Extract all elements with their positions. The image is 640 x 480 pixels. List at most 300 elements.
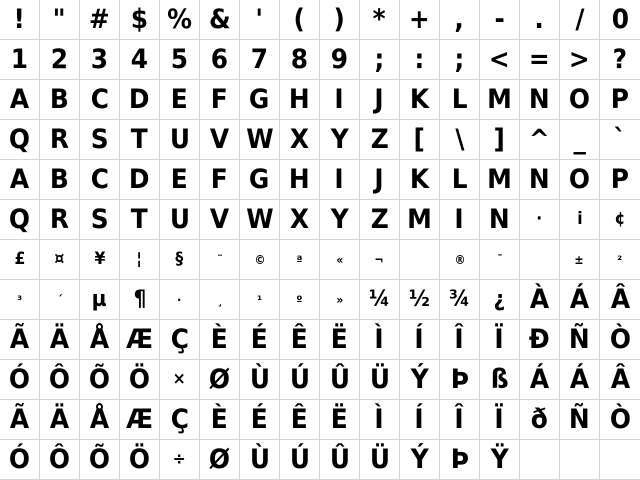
char-glyph: H <box>289 84 310 115</box>
char-cell[interactable] <box>440 0 480 40</box>
char-glyph: F <box>211 164 228 195</box>
char-cell[interactable] <box>320 0 360 40</box>
char-cell[interactable] <box>360 40 400 80</box>
char-glyph: F <box>211 84 228 115</box>
char-cell[interactable] <box>560 160 600 200</box>
char-glyph: Þ <box>450 444 469 475</box>
char-glyph: V <box>209 204 230 235</box>
char-glyph: É <box>251 324 268 355</box>
char-glyph: W <box>245 124 274 155</box>
char-cell[interactable] <box>120 200 160 240</box>
char-cell[interactable] <box>120 240 160 280</box>
char-glyph: ¯ <box>496 252 503 267</box>
char-cell[interactable] <box>600 240 640 280</box>
char-cell[interactable] <box>400 40 440 80</box>
char-cell[interactable] <box>0 280 40 320</box>
char-glyph: Ö <box>128 364 151 395</box>
char-glyph: « <box>335 252 344 267</box>
char-cell[interactable] <box>520 40 560 80</box>
char-cell[interactable] <box>560 440 600 480</box>
char-cell[interactable] <box>320 80 360 120</box>
char-cell[interactable] <box>480 40 520 80</box>
char-cell[interactable] <box>200 240 240 280</box>
char-cell[interactable] <box>360 360 400 400</box>
char-cell[interactable] <box>600 80 640 120</box>
char-cell[interactable] <box>240 160 280 200</box>
char-glyph: ' <box>255 4 264 35</box>
char-glyph: * <box>373 4 386 35</box>
char-cell[interactable] <box>400 200 440 240</box>
char-cell[interactable] <box>160 320 200 360</box>
char-cell[interactable] <box>40 280 80 320</box>
char-cell[interactable] <box>240 400 280 440</box>
char-cell[interactable] <box>200 160 240 200</box>
char-cell[interactable] <box>200 0 240 40</box>
char-glyph: Á <box>529 364 550 395</box>
char-glyph: · <box>536 209 543 229</box>
char-cell[interactable] <box>120 40 160 80</box>
char-cell[interactable] <box>520 160 560 200</box>
char-cell[interactable] <box>240 80 280 120</box>
char-glyph: M <box>487 164 512 195</box>
char-cell[interactable] <box>480 120 520 160</box>
char-cell[interactable] <box>80 240 120 280</box>
char-cell[interactable] <box>200 360 240 400</box>
char-cell[interactable] <box>440 160 480 200</box>
char-glyph: Z <box>370 204 389 235</box>
char-cell[interactable] <box>360 80 400 120</box>
char-cell[interactable] <box>600 440 640 480</box>
char-cell[interactable] <box>560 280 600 320</box>
char-cell[interactable] <box>200 320 240 360</box>
char-glyph: Õ <box>88 444 111 475</box>
char-cell[interactable] <box>440 200 480 240</box>
char-glyph: Ÿ <box>490 444 509 475</box>
char-cell[interactable] <box>200 80 240 120</box>
char-cell[interactable] <box>40 360 80 400</box>
char-cell[interactable] <box>80 360 120 400</box>
char-cell[interactable] <box>520 120 560 160</box>
char-cell[interactable] <box>480 280 520 320</box>
char-cell[interactable] <box>440 440 480 480</box>
char-cell[interactable] <box>0 0 40 40</box>
char-glyph: Ñ <box>569 324 590 355</box>
char-cell[interactable] <box>520 240 560 280</box>
char-glyph: W <box>245 204 274 235</box>
char-cell[interactable] <box>360 440 400 480</box>
char-cell[interactable] <box>560 320 600 360</box>
char-cell[interactable] <box>40 440 80 480</box>
char-cell[interactable] <box>480 400 520 440</box>
char-glyph: N <box>529 84 550 115</box>
char-glyph: ³ <box>17 292 22 307</box>
char-glyph: Ç <box>170 324 189 355</box>
char-cell[interactable] <box>120 80 160 120</box>
char-cell[interactable] <box>80 80 120 120</box>
char-cell[interactable] <box>400 80 440 120</box>
char-cell[interactable] <box>360 200 400 240</box>
char-cell[interactable] <box>120 120 160 160</box>
char-cell[interactable] <box>160 440 200 480</box>
char-cell[interactable] <box>120 160 160 200</box>
char-cell[interactable] <box>240 40 280 80</box>
char-cell[interactable] <box>0 360 40 400</box>
char-cell[interactable] <box>240 320 280 360</box>
char-glyph: 3 <box>90 44 109 75</box>
char-cell[interactable] <box>160 240 200 280</box>
char-glyph: Ú <box>289 444 310 475</box>
char-glyph: ; <box>454 44 465 75</box>
char-glyph: A <box>9 84 30 115</box>
char-cell[interactable] <box>440 280 480 320</box>
char-cell[interactable] <box>440 360 480 400</box>
char-cell[interactable] <box>0 320 40 360</box>
char-glyph: I <box>334 84 345 115</box>
char-cell[interactable] <box>40 160 80 200</box>
char-cell[interactable] <box>520 280 560 320</box>
char-glyph: È <box>211 404 228 435</box>
char-cell[interactable] <box>320 360 360 400</box>
char-cell[interactable] <box>560 0 600 40</box>
char-cell[interactable] <box>360 160 400 200</box>
char-cell[interactable] <box>360 240 400 280</box>
char-cell[interactable] <box>160 200 200 240</box>
char-cell[interactable] <box>520 200 560 240</box>
char-cell[interactable] <box>240 240 280 280</box>
char-cell[interactable] <box>520 360 560 400</box>
char-cell[interactable] <box>40 40 80 80</box>
char-glyph: L <box>451 84 468 115</box>
char-glyph: ´ <box>56 292 63 307</box>
char-cell[interactable] <box>120 400 160 440</box>
char-glyph: " <box>53 4 66 35</box>
char-cell[interactable] <box>520 80 560 120</box>
char-cell[interactable] <box>120 440 160 480</box>
char-glyph: ± <box>574 252 585 267</box>
char-cell[interactable] <box>400 240 440 280</box>
char-glyph: · <box>177 292 182 307</box>
char-cell[interactable] <box>400 280 440 320</box>
char-glyph: ` <box>613 124 627 155</box>
char-cell[interactable] <box>0 80 40 120</box>
char-glyph: Å <box>89 324 110 355</box>
char-cell[interactable] <box>400 440 440 480</box>
char-cell[interactable] <box>440 320 480 360</box>
char-cell[interactable] <box>240 280 280 320</box>
char-glyph: D <box>129 164 150 195</box>
char-cell[interactable] <box>600 360 640 400</box>
char-glyph: B <box>50 84 69 115</box>
char-cell[interactable] <box>520 0 560 40</box>
char-cell[interactable] <box>280 360 320 400</box>
char-cell[interactable] <box>600 320 640 360</box>
char-glyph: J <box>374 164 385 195</box>
char-cell[interactable] <box>320 320 360 360</box>
char-cell[interactable] <box>200 120 240 160</box>
char-glyph: Õ <box>88 364 111 395</box>
char-glyph: Æ <box>126 404 153 435</box>
char-cell[interactable] <box>480 440 520 480</box>
char-glyph: ¾ <box>449 286 470 312</box>
char-glyph: ½ <box>409 286 430 312</box>
char-cell[interactable] <box>400 0 440 40</box>
char-cell[interactable] <box>480 160 520 200</box>
char-cell[interactable] <box>360 0 400 40</box>
char-cell[interactable] <box>400 360 440 400</box>
char-glyph: % <box>167 4 192 35</box>
char-cell[interactable] <box>560 240 600 280</box>
char-glyph: $ <box>130 4 149 35</box>
char-cell[interactable] <box>400 160 440 200</box>
char-cell[interactable] <box>120 360 160 400</box>
char-cell[interactable] <box>520 440 560 480</box>
char-cell[interactable] <box>160 360 200 400</box>
char-glyph: Z <box>370 124 389 155</box>
char-cell[interactable] <box>240 200 280 240</box>
char-glyph: K <box>409 84 430 115</box>
char-cell[interactable] <box>160 120 200 160</box>
char-cell[interactable] <box>40 200 80 240</box>
char-cell[interactable] <box>0 40 40 80</box>
char-cell[interactable] <box>0 240 40 280</box>
char-cell[interactable] <box>320 400 360 440</box>
char-cell[interactable] <box>480 360 520 400</box>
char-glyph: Ó <box>8 444 31 475</box>
char-cell[interactable] <box>480 80 520 120</box>
char-cell[interactable] <box>80 0 120 40</box>
char-cell[interactable] <box>360 120 400 160</box>
char-cell[interactable] <box>440 40 480 80</box>
char-glyph: Ê <box>291 404 308 435</box>
char-cell[interactable] <box>160 280 200 320</box>
char-glyph: \ <box>454 124 465 155</box>
char-glyph: X <box>289 204 310 235</box>
char-cell[interactable] <box>80 320 120 360</box>
char-glyph: & <box>208 4 231 35</box>
char-glyph: E <box>171 84 188 115</box>
char-cell[interactable] <box>320 280 360 320</box>
char-cell[interactable] <box>160 40 200 80</box>
char-glyph: = <box>529 44 550 75</box>
char-glyph: 1 <box>10 44 29 75</box>
char-cell[interactable] <box>560 40 600 80</box>
char-glyph: K <box>409 164 430 195</box>
char-glyph: J <box>374 84 385 115</box>
char-cell[interactable] <box>200 400 240 440</box>
char-cell[interactable] <box>40 0 80 40</box>
char-cell[interactable] <box>120 320 160 360</box>
char-cell[interactable] <box>0 200 40 240</box>
char-cell[interactable] <box>280 120 320 160</box>
char-glyph: / <box>574 4 585 35</box>
char-glyph: ] <box>493 124 506 155</box>
char-cell[interactable] <box>360 320 400 360</box>
char-glyph: ÷ <box>172 449 187 469</box>
char-cell[interactable] <box>280 280 320 320</box>
char-cell[interactable] <box>560 360 600 400</box>
char-cell[interactable] <box>600 160 640 200</box>
char-cell[interactable] <box>120 280 160 320</box>
char-cell[interactable] <box>160 400 200 440</box>
char-cell[interactable] <box>440 240 480 280</box>
char-glyph: 2 <box>50 44 69 75</box>
char-cell[interactable] <box>280 40 320 80</box>
char-glyph: Ã <box>9 324 30 355</box>
char-cell[interactable] <box>320 440 360 480</box>
char-cell[interactable] <box>240 0 280 40</box>
char-glyph: Y <box>330 204 349 235</box>
char-glyph: S <box>90 204 109 235</box>
char-glyph: V <box>209 124 230 155</box>
char-glyph: Ü <box>369 444 390 475</box>
char-cell[interactable] <box>600 400 640 440</box>
char-cell[interactable] <box>280 440 320 480</box>
char-cell[interactable] <box>480 200 520 240</box>
char-glyph: Ã <box>9 404 30 435</box>
char-cell[interactable] <box>0 400 40 440</box>
char-glyph: Ú <box>289 364 310 395</box>
char-glyph: I <box>454 204 465 235</box>
char-cell[interactable] <box>520 400 560 440</box>
char-cell[interactable] <box>0 160 40 200</box>
char-cell[interactable] <box>40 240 80 280</box>
char-cell[interactable] <box>360 400 400 440</box>
char-glyph: ² <box>617 252 623 267</box>
char-glyph: G <box>249 164 270 195</box>
char-glyph: Þ <box>450 364 469 395</box>
char-glyph: Ï <box>494 324 505 355</box>
char-cell[interactable] <box>240 440 280 480</box>
char-cell[interactable] <box>80 200 120 240</box>
char-cell[interactable] <box>80 400 120 440</box>
char-glyph: ¤ <box>54 249 65 269</box>
char-glyph: 8 <box>290 44 309 75</box>
char-cell[interactable] <box>320 160 360 200</box>
char-glyph: ¼ <box>369 286 390 312</box>
char-cell[interactable] <box>600 200 640 240</box>
char-glyph: ? <box>612 44 628 75</box>
char-cell[interactable] <box>280 320 320 360</box>
char-glyph: Í <box>414 324 425 355</box>
char-cell[interactable] <box>80 280 120 320</box>
char-glyph: È <box>211 324 228 355</box>
char-cell[interactable] <box>200 280 240 320</box>
char-cell[interactable] <box>200 200 240 240</box>
char-cell[interactable] <box>480 320 520 360</box>
char-cell[interactable] <box>400 320 440 360</box>
char-cell[interactable] <box>200 40 240 80</box>
char-glyph: - <box>494 4 505 35</box>
char-glyph: R <box>49 204 70 235</box>
char-glyph: Ì <box>374 324 385 355</box>
char-cell[interactable] <box>160 0 200 40</box>
char-cell[interactable] <box>560 400 600 440</box>
char-glyph: Ë <box>331 324 348 355</box>
char-cell[interactable] <box>0 440 40 480</box>
char-cell[interactable] <box>240 120 280 160</box>
char-glyph: ¿ <box>493 286 506 312</box>
char-cell[interactable] <box>440 400 480 440</box>
char-cell[interactable] <box>320 200 360 240</box>
char-glyph: µ <box>92 286 107 312</box>
char-cell[interactable] <box>440 80 480 120</box>
char-glyph: Á <box>569 284 590 315</box>
char-glyph: Ô <box>48 444 71 475</box>
char-glyph: Ä <box>49 404 70 435</box>
char-cell[interactable] <box>560 200 600 240</box>
char-cell[interactable] <box>600 120 640 160</box>
char-cell[interactable] <box>280 200 320 240</box>
char-cell[interactable] <box>80 160 120 200</box>
char-cell[interactable] <box>40 320 80 360</box>
char-cell[interactable] <box>400 400 440 440</box>
char-glyph: 4 <box>130 44 149 75</box>
char-glyph: M <box>487 84 512 115</box>
char-glyph: Ï <box>494 404 505 435</box>
char-glyph: × <box>172 369 187 389</box>
char-glyph: Â <box>610 284 630 315</box>
char-cell[interactable] <box>40 120 80 160</box>
char-glyph: D <box>129 84 150 115</box>
char-cell[interactable] <box>240 360 280 400</box>
char-cell[interactable] <box>280 400 320 440</box>
char-cell[interactable] <box>440 120 480 160</box>
char-glyph: ^ <box>529 124 550 155</box>
char-cell[interactable] <box>160 80 200 120</box>
char-glyph: Y <box>330 124 349 155</box>
char-cell[interactable] <box>520 320 560 360</box>
char-glyph: É <box>251 404 268 435</box>
char-cell[interactable] <box>600 40 640 80</box>
char-cell[interactable] <box>560 80 600 120</box>
char-cell[interactable] <box>560 120 600 160</box>
char-glyph: + <box>409 4 430 35</box>
char-glyph: ¹ <box>257 292 262 307</box>
char-cell[interactable] <box>80 440 120 480</box>
char-cell[interactable] <box>320 40 360 80</box>
char-cell[interactable] <box>200 440 240 480</box>
char-cell[interactable] <box>0 120 40 160</box>
char-glyph: § <box>175 249 184 269</box>
char-cell[interactable] <box>280 0 320 40</box>
char-cell[interactable] <box>600 0 640 40</box>
char-cell[interactable] <box>400 120 440 160</box>
char-cell[interactable] <box>320 240 360 280</box>
char-cell[interactable] <box>280 240 320 280</box>
char-cell[interactable] <box>280 160 320 200</box>
char-glyph: Î <box>454 324 465 355</box>
char-cell[interactable] <box>360 280 400 320</box>
char-cell[interactable] <box>160 160 200 200</box>
char-glyph: 0 <box>611 4 629 35</box>
char-cell[interactable] <box>280 80 320 120</box>
char-glyph: 5 <box>170 44 189 75</box>
char-cell[interactable] <box>80 120 120 160</box>
char-cell[interactable] <box>480 0 520 40</box>
char-glyph: P <box>610 164 630 195</box>
char-glyph: Ò <box>609 324 631 355</box>
char-glyph: Ë <box>331 404 348 435</box>
char-glyph: Ø <box>208 444 231 475</box>
char-cell[interactable] <box>480 240 520 280</box>
char-cell[interactable] <box>120 0 160 40</box>
char-cell[interactable] <box>320 120 360 160</box>
char-cell[interactable] <box>40 80 80 120</box>
char-cell[interactable] <box>80 40 120 80</box>
char-cell[interactable] <box>600 280 640 320</box>
char-glyph: » <box>335 292 344 307</box>
char-cell[interactable] <box>40 400 80 440</box>
